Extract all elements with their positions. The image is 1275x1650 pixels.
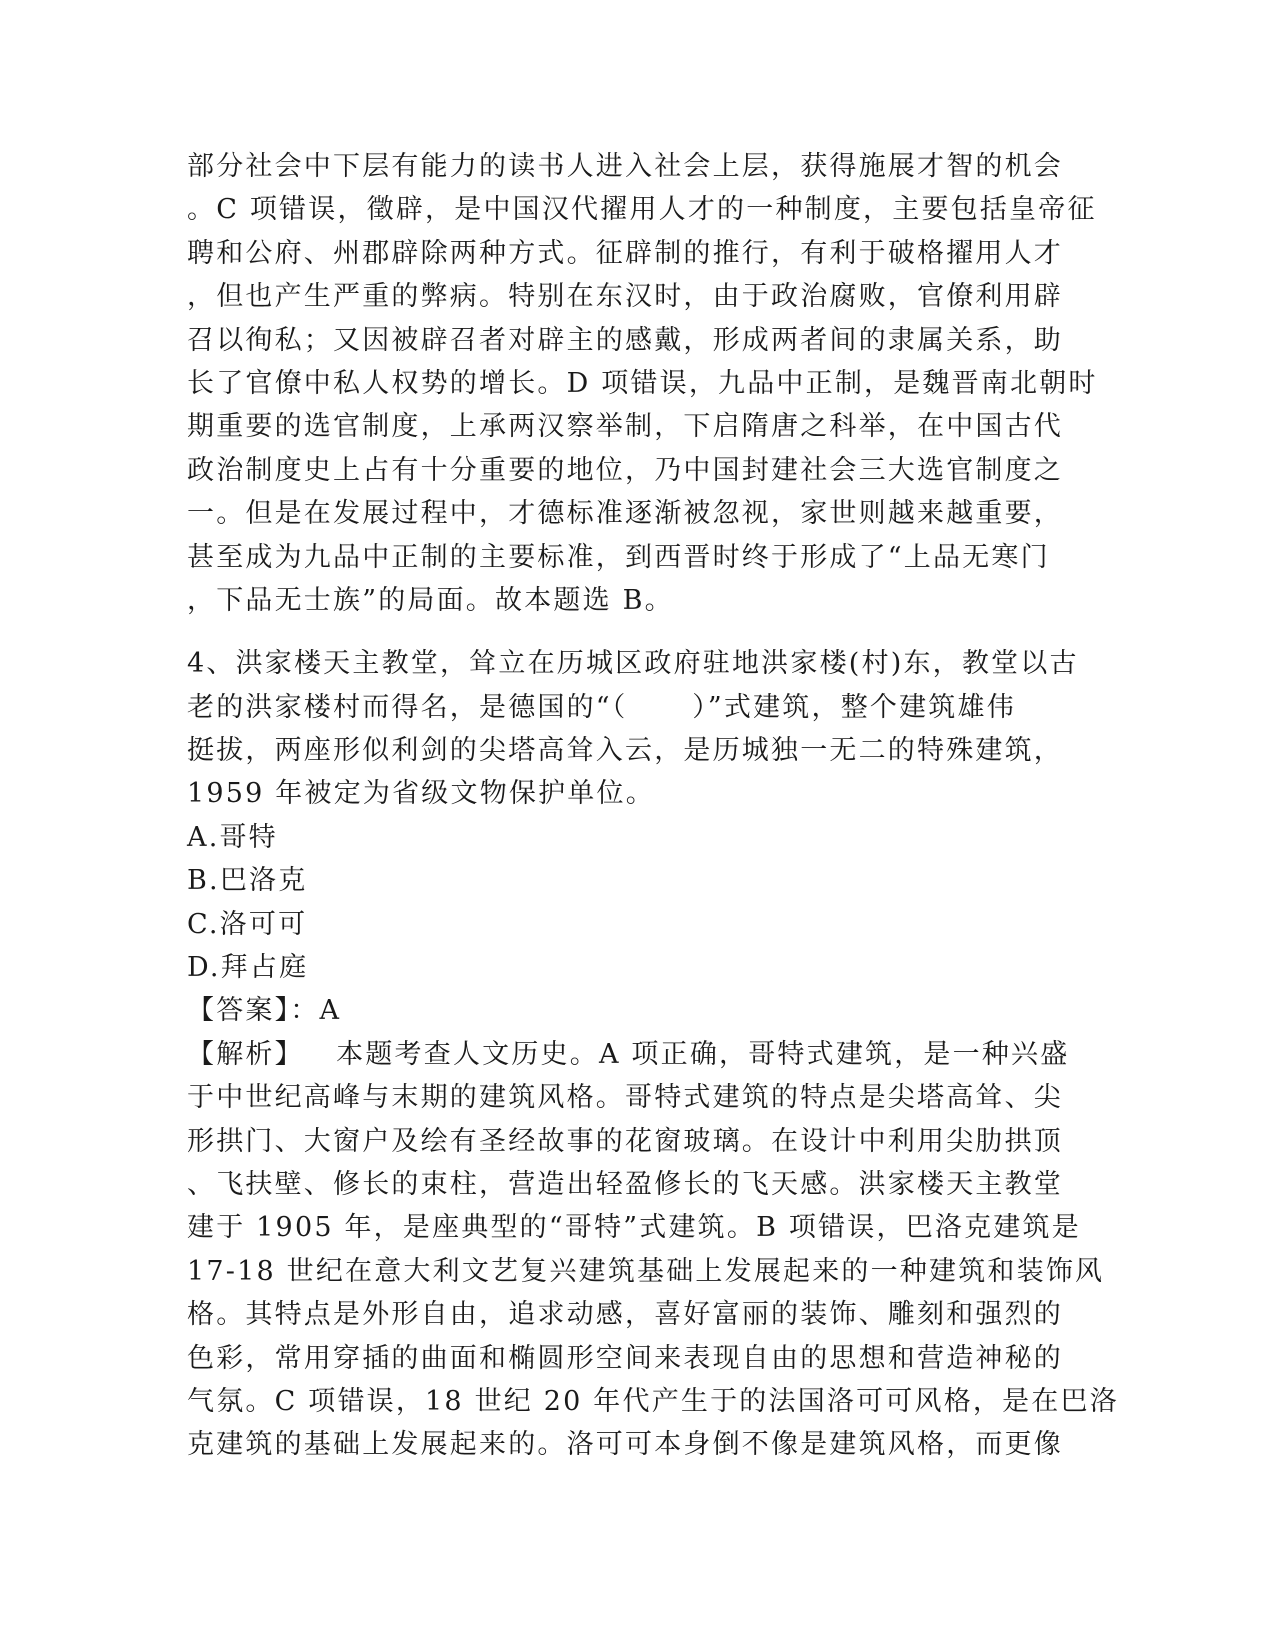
text-line: 1959 年被定为省级文物保护单位。 — [187, 778, 655, 810]
text-line: ，下品无士族”的局面。故本题选 B。 — [187, 584, 674, 616]
text-line: 于中世纪高峰与末期的建筑风格。哥特式建筑的特点是尖塔高耸、尖 — [187, 1082, 1063, 1114]
text-line: 召以徇私；又因被辟召者对辟主的感戴，形成两者间的隶属关系，助 — [187, 324, 1063, 356]
option-d: D.拜占庭 — [187, 952, 309, 984]
question-stem — [187, 642, 1087, 816]
text-line: 部分社会中下层有能力的读书人进入社会上层，获得施展才智的机会 — [187, 151, 1063, 182]
text-line: 甚至成为九品中正制的主要标准，到西晋时终于形成了“上品无寒门 — [187, 541, 1050, 573]
text-line: 【解析】 本题考查人文历史。A 项正确，哥特式建筑，是一种兴盛 — [187, 1038, 1070, 1070]
answer-line: 【答案】：A — [187, 995, 342, 1027]
text-line: 挺拔，两座形似利剑的尖塔高耸入云，是历城独一无二的特殊建筑， — [187, 735, 1063, 767]
text-line: 4、洪家楼天主教堂，耸立在历城区政府驻地洪家楼(村)东，教堂以古 — [187, 648, 1079, 680]
option-b: B.巴洛克 — [187, 865, 308, 897]
text-line: 长了官僚中私人权势的增长。D 项错误，九品中正制，是魏晋南北朝时 — [187, 367, 1098, 399]
text-line: 克建筑的基础上发展起来的。洛可可本身倒不像是建筑风格，而更像 — [187, 1429, 1063, 1461]
text-line: 、飞扶壁、修长的束柱，营造出轻盈修长的飞天感。洪家楼天主教堂 — [187, 1168, 1063, 1200]
option-c: C.洛可可 — [187, 908, 308, 940]
question-options — [187, 816, 1087, 990]
text-line: 建于 1905 年，是座典型的“哥特”式建筑。B 项错误，巴洛克建筑是 — [187, 1212, 1081, 1244]
text-line: 色彩，常用穿插的曲面和椭圆形空间来表现自由的思想和营造神秘的 — [187, 1342, 1063, 1374]
text-line: 一。但是在发展过程中，才德标准逐渐被忽视，家世则越来越重要， — [187, 498, 1063, 530]
text-line: 17-18 世纪在意大利文艺复兴建筑基础上发展起来的一种建筑和装饰风 — [187, 1255, 1105, 1287]
previous-explanation-paragraph — [187, 145, 1098, 622]
paragraph-gap — [187, 622, 1087, 642]
document-body — [187, 145, 1119, 1467]
text-line: 聘和公府、州郡辟除两种方式。征辟制的推行，有利于破格擢用人才 — [187, 237, 1063, 269]
text-line: 格。其特点是外形自由，追求动感，喜好富丽的装饰、雕刻和强烈的 — [187, 1299, 1063, 1331]
text-line: 形拱门、大窗户及绘有圣经故事的花窗玻璃。在设计中利用尖肋拱顶 — [187, 1125, 1063, 1157]
text-line: 气氛。C 项错误，18 世纪 20 年代产生于的法国洛可可风格，是在巴洛 — [187, 1385, 1119, 1417]
text-line: 期重要的选官制度，上承两汉察举制，下启隋唐之科举，在中国古代 — [187, 411, 1063, 443]
text-line: 政治制度史上占有十分重要的地位，乃中国封建社会三大选官制度之 — [187, 454, 1063, 486]
text-line: ，但也产生严重的弊病。特别在东汉时，由于政治腐败，官僚利用辟 — [187, 281, 1063, 313]
text-line: 。C 项错误，徵辟，是中国汉代擢用人才的一种制度，主要包括皇帝征 — [187, 194, 1097, 226]
text-line: 老的洪家楼村而得名，是德国的“（ ）”式建筑，整个建筑雄伟 — [187, 691, 1016, 723]
option-a: A.哥特 — [187, 821, 278, 853]
question-4 — [187, 642, 1119, 1466]
explanation-paragraph — [187, 1033, 1119, 1467]
